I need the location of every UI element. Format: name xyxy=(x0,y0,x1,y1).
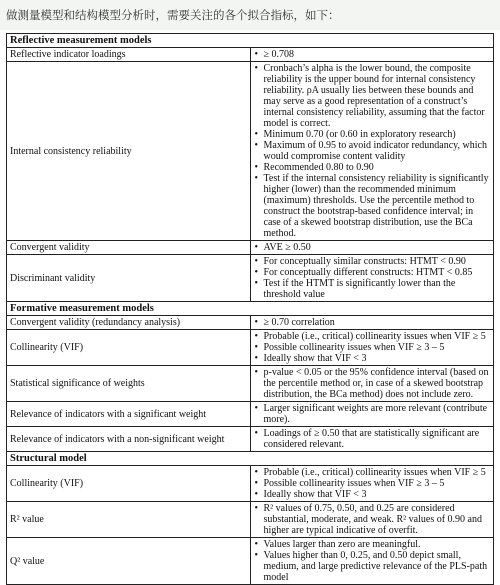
guideline-item: • Loadings of ≥ 0.50 that are statistically significant are considered relevant. xyxy=(254,428,491,450)
table-row xyxy=(7,538,494,585)
guideline-cell xyxy=(250,241,494,255)
guideline-cell xyxy=(250,366,494,402)
guideline-list xyxy=(254,331,491,364)
guideline-list xyxy=(254,256,491,300)
guideline-item: • Possible collinearity issues when VIF ≥ 3 – 5 xyxy=(254,478,491,489)
guideline-list xyxy=(254,63,491,239)
criterion-cell: Collinearity (VIF) xyxy=(7,466,251,502)
criterion-cell: Q² value xyxy=(7,538,251,585)
guideline-item: • Values higher than 0, 0.25, and 0.50 depict small, medium, and large predictive relevance of the PLS-path model xyxy=(254,550,491,583)
guideline-item: • Recommended 0.80 to 0.90 xyxy=(254,162,491,173)
guideline-item: • For conceptually different constructs: HTMT < 0.85 xyxy=(254,267,491,278)
guideline-cell xyxy=(250,62,494,241)
guideline-item: • Test if the HTMT is significantly lower than the threshold value xyxy=(254,278,491,300)
section-title-structural: Structural model xyxy=(7,452,494,466)
guideline-cell xyxy=(250,402,494,427)
guideline-item: • p-value < 0.05 or the 95% confidence interval (based on the percentile method or, in case of a skewed bootstrap distribution, the BCa method) does not include zero. xyxy=(254,367,491,400)
section-row-reflective xyxy=(7,34,494,48)
section-row-formative xyxy=(7,302,494,316)
guideline-item: • Minimum 0.70 (or 0.60 in exploratory research) xyxy=(254,129,491,140)
guideline-item: • ≥ 0.70 correlation xyxy=(254,317,491,328)
criterion-cell: Convergent validity xyxy=(7,241,251,255)
guideline-item: • Larger significant weights are more relevant (contribute more). xyxy=(254,403,491,425)
guideline-item: • AVE ≥ 0.50 xyxy=(254,242,491,253)
table-row xyxy=(7,48,494,62)
guideline-item: • Maximum of 0.95 to avoid indicator redundancy, which would compromise content validity xyxy=(254,140,491,162)
guideline-item: • Values larger than zero are meaningful. xyxy=(254,539,491,550)
table-row xyxy=(7,402,494,427)
guideline-cell xyxy=(250,466,494,502)
guideline-item: • Probable (i.e., critical) collinearity issues when VIF ≥ 5 xyxy=(254,467,491,478)
criteria-table xyxy=(6,33,494,585)
criterion-cell: Convergent validity (redundancy analysis) xyxy=(7,316,251,330)
guideline-item: • Probable (i.e., critical) collinearity issues when VIF ≥ 5 xyxy=(254,331,491,342)
section-title-reflective: Reflective measurement models xyxy=(7,34,494,48)
criterion-cell: Relevance of indicators with a non-significant weight xyxy=(7,427,251,452)
guideline-item: • Possible collinearity issues when VIF ≥ 3 – 5 xyxy=(254,342,491,353)
guideline-item: • Test if the internal consistency reliability is significantly higher (lower) than the recommended minimum (maximum) thresholds. Use the percentile method to construct the bootstrap-based confidence interval; in case of a skewed bootstrap distribution, use the BCa method. xyxy=(254,173,491,239)
table-row xyxy=(7,255,494,302)
guideline-item: • Ideally show that VIF < 3 xyxy=(254,353,491,364)
criterion-cell: Internal consistency reliability xyxy=(7,62,251,241)
section-row-structural xyxy=(7,452,494,466)
guideline-item: • For conceptually similar constructs: HTMT < 0.90 xyxy=(254,256,491,267)
guideline-list xyxy=(254,539,491,583)
guideline-item: • ≥ 0.708 xyxy=(254,49,491,60)
guideline-list xyxy=(254,467,491,500)
table-row xyxy=(7,241,494,255)
criterion-cell: Relevance of indicators with a significant weight xyxy=(7,402,251,427)
guideline-cell xyxy=(250,48,494,62)
guideline-cell xyxy=(250,316,494,330)
table-row xyxy=(7,62,494,241)
guideline-cell xyxy=(250,427,494,452)
table-row xyxy=(7,427,494,452)
criterion-cell: Statistical significance of weights xyxy=(7,366,251,402)
guideline-item: • R² values of 0.75, 0.50, and 0.25 are considered substantial, moderate, and weak. R² values of 0.90 and higher are typical indicative of overfit. xyxy=(254,503,491,536)
table-row xyxy=(7,502,494,538)
table-row xyxy=(7,466,494,502)
guideline-cell xyxy=(250,255,494,302)
section-title-formative: Formative measurement models xyxy=(7,302,494,316)
guideline-item: • Cronbach’s alpha is the lower bound, the composite reliability is the upper bound for internal consistency reliability. ρA usually lies between these bounds and may serve as a good representation of a construct’s internal consistency reliability, assuming that the factor model is correct. xyxy=(254,63,491,129)
table-row xyxy=(7,366,494,402)
guideline-cell xyxy=(250,538,494,585)
table-row xyxy=(7,330,494,366)
criterion-cell: Discriminant validity xyxy=(7,255,251,302)
criterion-cell: R² value xyxy=(7,502,251,538)
table-row xyxy=(7,316,494,330)
criterion-cell: Reflective indicator loadings xyxy=(7,48,251,62)
guideline-cell xyxy=(250,330,494,366)
criterion-cell: Collinearity (VIF) xyxy=(7,330,251,366)
intro-text: 做测量模型和结构模型分析时，需要关注的各个拟合指标，如下： xyxy=(0,0,500,30)
guideline-cell xyxy=(250,502,494,538)
guideline-item: • Ideally show that VIF < 3 xyxy=(254,489,491,500)
